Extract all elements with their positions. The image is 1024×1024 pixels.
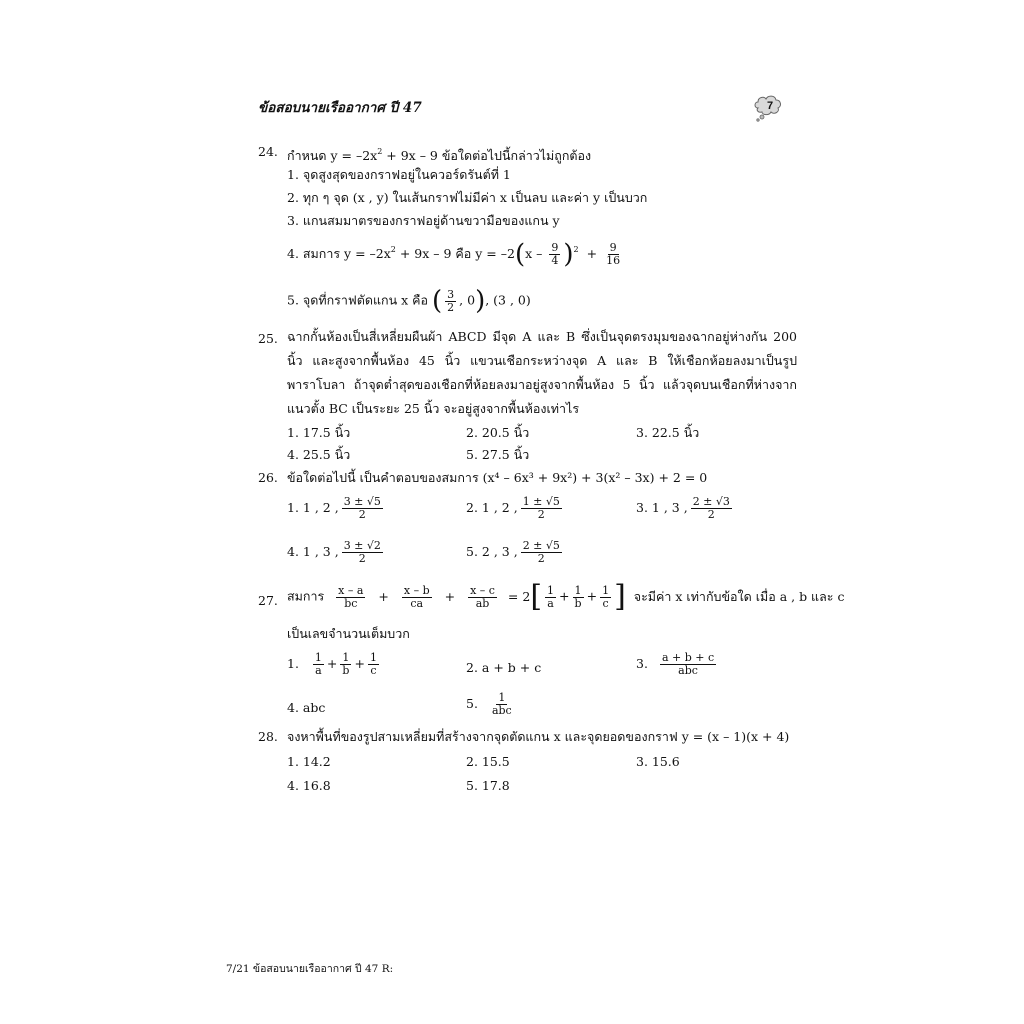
q27-choice-2: 2. a + b + c (466, 660, 542, 675)
q27-number: 27. (258, 593, 278, 608)
q24-option-5: 5. จุดที่กราฟตัดแกน x คือ ( $\frac{3}{2}$ , 0), (3 , 0) (287, 286, 531, 316)
q28-stem: จงหาพื้นที่ของรูปสามเหลี่ยมที่สร้างจากจุดตัดแกน x และจุดยอดของกราฟ y = (x – 1)(x + 4) (287, 729, 790, 744)
q25-choice-1: 1. 17.5 นิ้ว (287, 425, 351, 440)
q24-option-1: 1. จุดสูงสุดของกราฟอยู่ในควอร์ดรันต์ที่ 1 (287, 167, 511, 182)
q28-number: 28. (258, 729, 278, 744)
q27-choice-5: 5. $\frac{1}{\text{abc}}$ (466, 691, 512, 717)
q27-choice-4: 4. abc (287, 700, 326, 715)
q24-number: 24. (258, 144, 278, 159)
q25-stem: ฉากกั้นห้องเป็นสี่เหลี่ยมผืนผ้า ABCD มีจุด A และ B ซึ่งเป็นจุดตรงมุมของฉากอยู่ห่างกัน 200 นิ้ว และสูงจากพื้นห้อง 45 นิ้ว แขวนเชือกระหว่างจุด A และ B ให้เชือกห้อยลงมาเป็นรูปพาราโบลา ถ้าจุดต่ำสุดของเชือกที่ห้อยลงมาอยู่สูงจากพื้นห้อง 5 นิ้ว แล้วจุดบนเชือกที่ห่างจากแนวตั้ง BC เป็นระยะ 25 นิ้ว จะอยู่สูงจากพื้นห้องเท่าไร (287, 329, 797, 416)
q26-choice-2: 2. 1 , 2 , $\frac{1 \pm √5}{2}$ (466, 495, 560, 521)
q26-choice-4: 4. 1 , 3 , $\frac{3 \pm √2}{2}$ (287, 539, 381, 565)
q25-choice-3: 3. 22.5 นิ้ว (636, 425, 700, 440)
q28-choice-4: 4. 16.8 (287, 778, 331, 793)
q28-choice-1: 1. 14.2 (287, 754, 331, 769)
q26-choice-5: 5. 2 , 3 , $\frac{2 \pm √5}{2}$ (466, 539, 560, 565)
q28-choice-3: 3. 15.6 (636, 754, 680, 769)
q25-choice-2: 2. 20.5 นิ้ว (466, 425, 530, 440)
page-number: 7 (767, 100, 774, 112)
q25-number: 25. (258, 331, 278, 346)
q24-option-2: 2. ทุก ๆ จุด (x , y) ในเส้นกราฟไม่มีค่า x เป็นลบ และค่า y เป็นบวก (287, 190, 648, 205)
q26-choice-3: 3. 1 , 3 , $\frac{2 \pm √3}{2}$ (636, 495, 730, 521)
page-footer: 7/21 ข้อสอบนายเรืออากาศ ปี 47 R: (226, 963, 394, 975)
cloud-badge-icon (752, 92, 784, 122)
q25-choice-4: 4. 25.5 นิ้ว (287, 447, 351, 462)
q24-option-3: 3. แกนสมมาตรของกราฟอยู่ด้านขวามือของแกน y (287, 213, 560, 228)
q26-stem: ข้อใดต่อไปนี้ เป็นคำตอบของสมการ (x⁴ – 6x³ + 9x²) + 3(x² – 3x) + 2 = 0 (287, 470, 708, 485)
q27-stem-cont: เป็นเลขจำนวนเต็มบวก (287, 626, 410, 641)
q28-choice-5: 5. 17.8 (466, 778, 510, 793)
page-header-title: ข้อสอบนายเรืออากาศ ปี 47 (258, 100, 422, 116)
page-number-badge (752, 92, 784, 122)
q26-choice-1: 1. 1 , 2 , $\frac{3 \pm √5}{2}$ (287, 495, 381, 521)
q24-option-4: 4. สมการ $y = -2x^2 + 9x - 9$ คือ y = –2(x – $\frac{9}{4}$ )$^2$ + $\frac{9}{16}$ (287, 239, 621, 270)
q25-choice-5: 5. 27.5 นิ้ว (466, 447, 530, 462)
q28-choice-2: 2. 15.5 (466, 754, 510, 769)
q27-choice-1: 1. $\frac{1}{a}$ + $\frac{1}{b}$ + $\frac{1}{c}$ (287, 651, 377, 677)
q27-choice-3: 3. $\frac{a + b + c}{\text{abc}}$ (636, 651, 715, 677)
q24-stem: กำหนด $y = -2x^2 + 9x - 9$ ข้อใดต่อไปนี้กล่าวไม่ถูกต้อง (287, 147, 592, 163)
q27-stem: สมการ $\frac{x - a}{bc}$ + $\frac{x - b}{ca}$ + $\frac{x - c}{ab}$ = 2[ $\frac{1}{a}$ + $\frac{1}{b}$ + $\frac{1}{c}$ ] จะมีค่า x เท่ากับข้อใด เมื่อ a , b และ c (287, 579, 845, 614)
q26-number: 26. (258, 470, 278, 485)
